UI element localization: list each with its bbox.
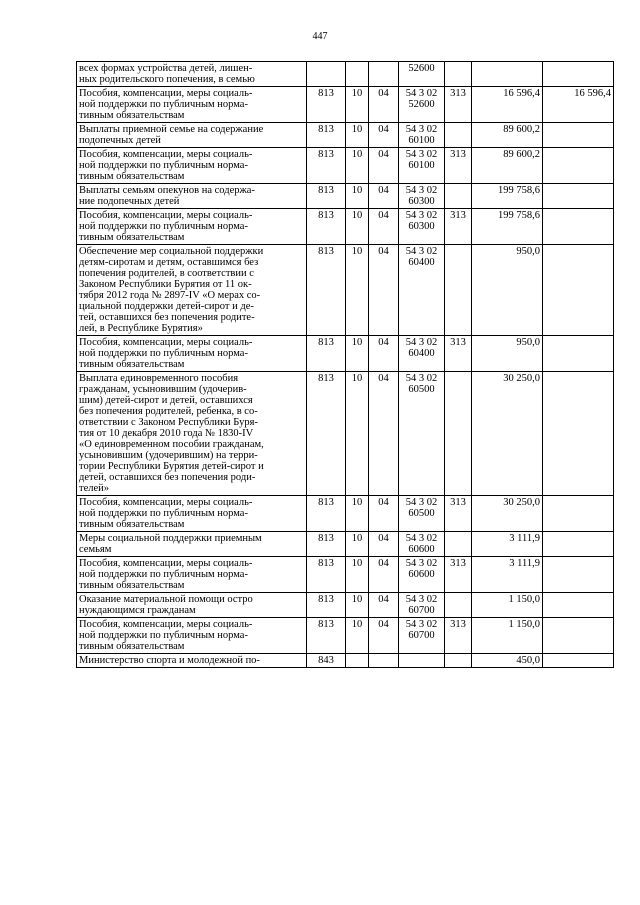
amount-secondary-cell [543,209,614,245]
target-article-code-cell: 54 3 02 60500 [399,372,445,496]
amount-cell: 1 150,0 [472,593,543,618]
ministry-code-cell: 813 [307,618,346,654]
target-article-code-cell: 54 3 02 60700 [399,618,445,654]
subsection-code-cell: 04 [369,336,399,372]
amount-secondary-cell [543,496,614,532]
amount-secondary-cell [543,372,614,496]
amount-secondary-cell [543,532,614,557]
expense-type-code-cell: 313 [445,336,472,372]
expense-type-code-cell [445,532,472,557]
amount-secondary-cell: 16 596,4 [543,87,614,123]
item-name-cell: Пособия, компенсации, меры социаль- ной поддержки по публичным норма- тивным обязательствам [77,618,307,654]
subsection-code-cell: 04 [369,372,399,496]
subsection-code-cell: 04 [369,557,399,593]
subsection-code-cell: 04 [369,123,399,148]
table-row [77,148,614,184]
amount-secondary-cell [543,618,614,654]
section-code-cell: 10 [346,184,369,209]
target-article-code-cell: 54 3 02 60600 [399,557,445,593]
target-article-code-cell: 54 3 02 60700 [399,593,445,618]
section-code-cell: 10 [346,496,369,532]
expense-type-code-cell [445,184,472,209]
item-name-cell: Пособия, компенсации, меры социаль- ной поддержки по публичным норма- тивным обязательствам [77,87,307,123]
amount-cell: 950,0 [472,245,543,336]
ministry-code-cell [307,62,346,87]
section-code-cell: 10 [346,532,369,557]
subsection-code-cell: 04 [369,184,399,209]
expense-type-code-cell: 313 [445,557,472,593]
amount-secondary-cell [543,593,614,618]
target-article-code-cell: 54 3 02 60400 [399,245,445,336]
expense-type-code-cell: 313 [445,209,472,245]
amount-secondary-cell [543,148,614,184]
expense-type-code-cell: 313 [445,87,472,123]
budget-table [76,61,614,668]
section-code-cell [346,62,369,87]
table-row [77,532,614,557]
ministry-code-cell: 813 [307,557,346,593]
amount-secondary-cell [543,184,614,209]
ministry-code-cell: 813 [307,372,346,496]
amount-cell: 16 596,4 [472,87,543,123]
table-row [77,372,614,496]
section-code-cell: 10 [346,123,369,148]
ministry-code-cell: 813 [307,148,346,184]
item-name-cell: Пособия, компенсации, меры социаль- ной поддержки по публичным норма- тивным обязательствам [77,336,307,372]
expense-type-code-cell [445,123,472,148]
amount-cell: 3 111,9 [472,557,543,593]
section-code-cell [346,654,369,668]
target-article-code-cell [399,654,445,668]
item-name-cell: Меры социальной поддержки приемным семьям [77,532,307,557]
target-article-code-cell: 54 3 02 60100 [399,148,445,184]
ministry-code-cell: 813 [307,87,346,123]
ministry-code-cell: 813 [307,336,346,372]
ministry-code-cell: 843 [307,654,346,668]
amount-cell: 199 758,6 [472,184,543,209]
ministry-code-cell: 813 [307,532,346,557]
amount-secondary-cell [543,654,614,668]
subsection-code-cell: 04 [369,148,399,184]
section-code-cell: 10 [346,209,369,245]
amount-cell: 950,0 [472,336,543,372]
item-name-cell: Выплаты приемной семье на содержание подопечных детей [77,123,307,148]
ministry-code-cell: 813 [307,184,346,209]
expense-type-code-cell [445,245,472,336]
amount-secondary-cell [543,245,614,336]
page-number: 447 [312,31,328,42]
table-row [77,184,614,209]
expense-type-code-cell: 313 [445,496,472,532]
amount-cell: 30 250,0 [472,496,543,532]
ministry-code-cell: 813 [307,245,346,336]
target-article-code-cell: 54 3 02 60400 [399,336,445,372]
table-row [77,496,614,532]
subsection-code-cell: 04 [369,532,399,557]
ministry-code-cell: 813 [307,123,346,148]
ministry-code-cell: 813 [307,209,346,245]
table-row [77,336,614,372]
expense-type-code-cell: 313 [445,618,472,654]
subsection-code-cell [369,62,399,87]
table-row [77,654,614,668]
amount-cell: 1 150,0 [472,618,543,654]
expense-type-code-cell [445,593,472,618]
item-name-cell: Пособия, компенсации, меры социаль- ной поддержки по публичным норма- тивным обязательствам [77,496,307,532]
table-row [77,618,614,654]
section-code-cell: 10 [346,148,369,184]
amount-secondary-cell [543,62,614,87]
item-name-cell: Выплаты семьям опекунов на содержа- ние подопечных детей [77,184,307,209]
subsection-code-cell: 04 [369,496,399,532]
subsection-code-cell: 04 [369,245,399,336]
section-code-cell: 10 [346,372,369,496]
subsection-code-cell [369,654,399,668]
amount-cell: 3 111,9 [472,532,543,557]
amount-cell: 199 758,6 [472,209,543,245]
target-article-code-cell: 54 3 02 60100 [399,123,445,148]
section-code-cell: 10 [346,618,369,654]
table-row [77,62,614,87]
expense-type-code-cell [445,372,472,496]
item-name-cell: Пособия, компенсации, меры социаль- ной поддержки по публичным норма- тивным обязательствам [77,557,307,593]
item-name-cell: Пособия, компенсации, меры социаль- ной поддержки по публичным норма- тивным обязательствам [77,148,307,184]
target-article-code-cell: 54 3 02 60600 [399,532,445,557]
table-row [77,245,614,336]
subsection-code-cell: 04 [369,87,399,123]
table-row [77,123,614,148]
item-name-cell: всех формах устройства детей, лишен- ных родительского попечения, в семью [77,62,307,87]
target-article-code-cell: 52600 [399,62,445,87]
budget-table-body [77,62,614,668]
section-code-cell: 10 [346,593,369,618]
subsection-code-cell: 04 [369,593,399,618]
amount-cell: 89 600,2 [472,123,543,148]
target-article-code-cell: 54 3 02 52600 [399,87,445,123]
item-name-cell: Обеспечение мер социальной поддержки детям-сиротам и детям, оставшимся без попечения родителей, в соответствии с Законом Республики Бурятия от 11 ок- тября 2012 года № 2897-IV «О мерах со- циальной поддержки детей-сирот и де- тей, оставшихся без попечения родите- лей, в Республике Бурятия» [77,245,307,336]
expense-type-code-cell: 313 [445,148,472,184]
expense-type-code-cell [445,62,472,87]
table-row [77,557,614,593]
amount-cell [472,62,543,87]
section-code-cell: 10 [346,336,369,372]
section-code-cell: 10 [346,245,369,336]
amount-cell: 89 600,2 [472,148,543,184]
expense-type-code-cell [445,654,472,668]
item-name-cell: Пособия, компенсации, меры социаль- ной поддержки по публичным норма- тивным обязательствам [77,209,307,245]
section-code-cell: 10 [346,87,369,123]
amount-cell: 450,0 [472,654,543,668]
amount-cell: 30 250,0 [472,372,543,496]
item-name-cell: Оказание материальной помощи остро нуждающимся гражданам [77,593,307,618]
ministry-code-cell: 813 [307,593,346,618]
amount-secondary-cell [543,557,614,593]
target-article-code-cell: 54 3 02 60300 [399,209,445,245]
amount-secondary-cell [543,123,614,148]
subsection-code-cell: 04 [369,209,399,245]
item-name-cell: Выплата единовременного пособия гражданам, усыновившим (удочерив- шим) детей-сирот и детей, оставшихся без попечения родителей, ребенка, в со- ответствии с Законом Республики Буря- тия от 10 декабря 2010 года № 1830-IV «О единовременном пособии гражданам, усыновившим (удочерившим) на терри- тории Республики Бурятия детей-сирот и детей, оставшихся без попечения роди- телей» [77,372,307,496]
amount-secondary-cell [543,336,614,372]
table-row [77,209,614,245]
ministry-code-cell: 813 [307,496,346,532]
subsection-code-cell: 04 [369,618,399,654]
target-article-code-cell: 54 3 02 60500 [399,496,445,532]
table-row [77,87,614,123]
table-row [77,593,614,618]
item-name-cell: Министерство спорта и молодежной по- [77,654,307,668]
section-code-cell: 10 [346,557,369,593]
target-article-code-cell: 54 3 02 60300 [399,184,445,209]
